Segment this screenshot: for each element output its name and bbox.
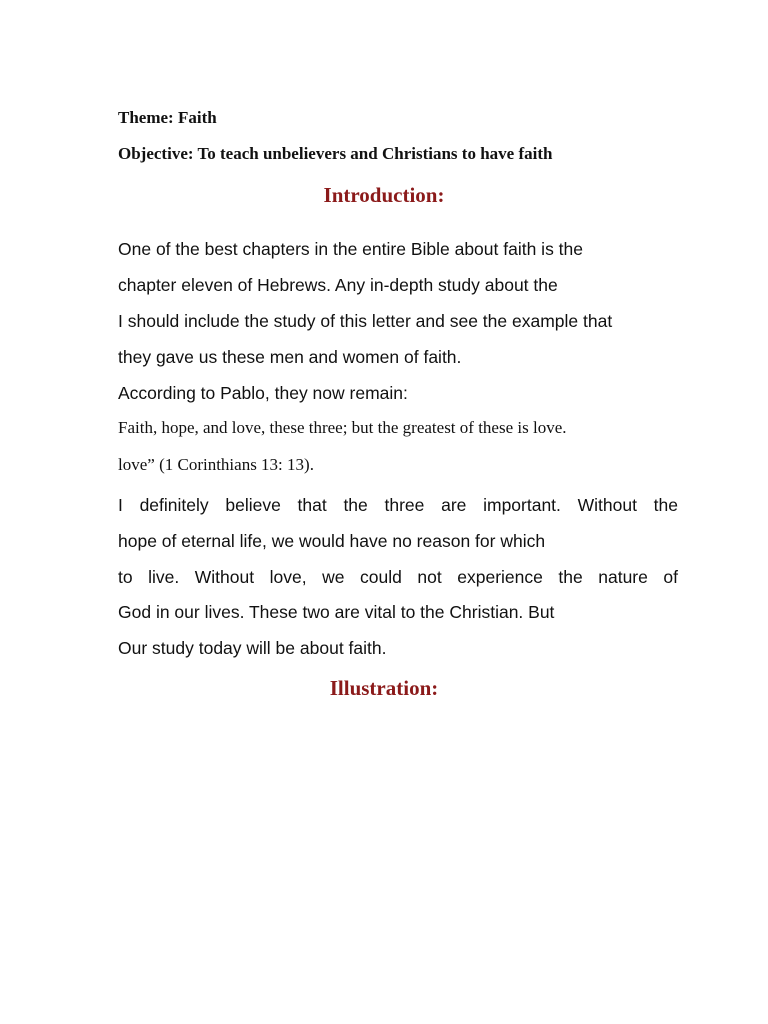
intro-line-3: I should include the study of this letter and see the example that: [118, 311, 613, 331]
introduction-heading: Introduction:: [323, 183, 445, 207]
illustration-heading: Illustration:: [329, 676, 439, 700]
intro-line-4: they gave us these men and women of faith.: [118, 347, 462, 367]
body-line-2: hope of eternal life, we would have no reason for which: [118, 531, 546, 551]
objective-line: Objective: To teach unbelievers and Christians to have faith: [118, 144, 553, 163]
intro-line-5: According to Pablo, they now remain:: [118, 383, 408, 403]
intro-line-2: chapter eleven of Hebrews. Any in-depth study about the: [118, 275, 558, 295]
body-line-5: Our study today will be about faith.: [118, 638, 387, 658]
quote-line-1: Faith, hope, and love, these three; but the greatest of these is love.: [118, 418, 567, 437]
body-line-4: God in our lives. These two are vital to the Christian. But: [118, 602, 555, 622]
theme-line: Theme: Faith: [118, 108, 217, 127]
intro-line-1: One of the best chapters in the entire Bible about faith is the: [118, 239, 584, 259]
body-line-3: to live. Without love, we could not experience the nature of: [118, 567, 678, 587]
quote-line-2: love” (1 Corinthians 13: 13).: [118, 455, 314, 474]
body-line-1: I definitely believe that the three are important. Without the: [118, 495, 678, 515]
